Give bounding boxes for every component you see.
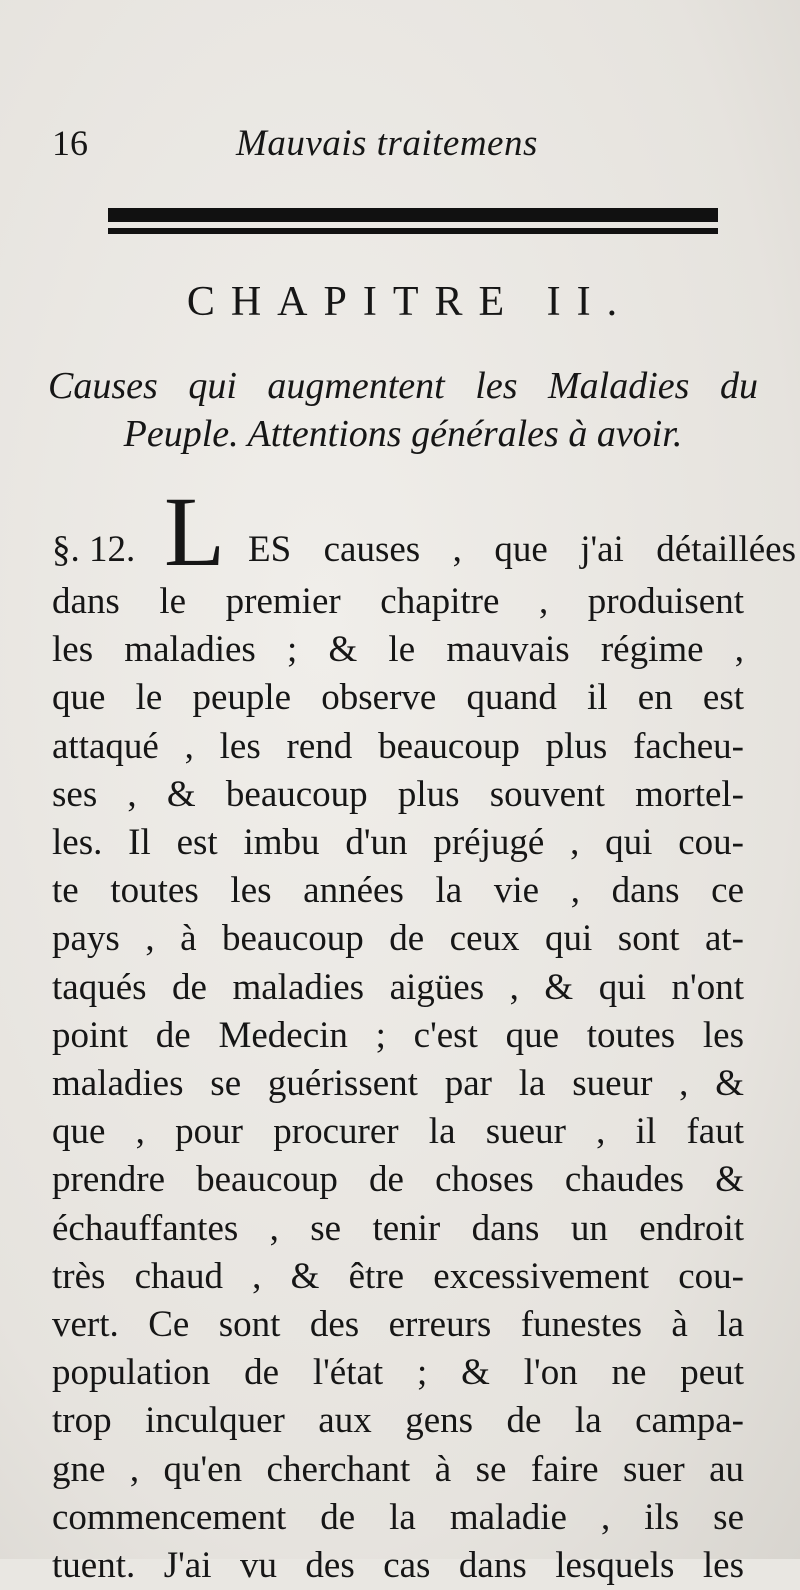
text-line: que le peuple observe quand il en est <box>52 677 744 719</box>
drop-cap: L <box>164 476 226 587</box>
text-line: pays , à beaucoup de ceux qui sont at- <box>52 918 744 960</box>
ornamental-rule-thin <box>108 228 718 234</box>
first-line: ES causes , que j'ai détaillées <box>248 529 796 570</box>
running-title: Mauvais traitemens <box>236 123 538 164</box>
ornamental-rule-thick <box>108 208 718 222</box>
text-line: population de l'état ; & l'on ne peut <box>52 1352 744 1394</box>
text-line: très chaud , & être excessivement cou- <box>52 1255 744 1297</box>
text-line: point de Medecin ; c'est que toutes les <box>52 1014 744 1056</box>
text-line: maladies se guérissent par la sueur , & <box>52 1063 744 1105</box>
text-line: taqués de maladies aigües , & qui n'ont <box>52 966 744 1008</box>
text-line: commencement de la maladie , ils se <box>52 1496 744 1538</box>
text-line: que , pour procurer la sueur , il faut <box>52 1111 744 1153</box>
text-line: prendre beaucoup de choses chaudes & <box>52 1159 744 1201</box>
text-line: attaqué , les rend beaucoup plus facheu- <box>52 725 744 767</box>
text-line: les. Il est imbu d'un préjugé , qui cou- <box>52 822 744 864</box>
chapter-subtitle: Causes qui augmentent les Maladies du Peuple. Attentions générales à avoir. <box>48 365 758 455</box>
text-line: dans le premier chapitre , produisent <box>52 581 744 622</box>
text-line: ses , & beaucoup plus souvent mortel- <box>52 773 744 815</box>
section-lead <box>52 476 796 587</box>
body-text <box>52 578 744 1590</box>
text-line: tuent. J'ai vu des cas dans lesquels les <box>52 1545 744 1587</box>
chapter-title: CHAPITRE II. <box>186 279 634 325</box>
running-head <box>52 122 752 172</box>
text-line: les maladies ; & le mauvais régime , <box>52 629 744 671</box>
text-line: gne , qu'en cherchant à se faire suer au <box>52 1448 744 1490</box>
text-line: échauffantes , se tenir dans un endroit <box>52 1207 744 1249</box>
text-line: te toutes les années la vie , dans ce <box>52 870 744 912</box>
page-number: 16 <box>52 123 88 163</box>
text-line: trop inculquer aux gens de la campa- <box>52 1400 744 1442</box>
text-line: vert. Ce sont des erreurs funestes à la <box>52 1304 744 1346</box>
section-number: §. 12. <box>52 529 136 570</box>
